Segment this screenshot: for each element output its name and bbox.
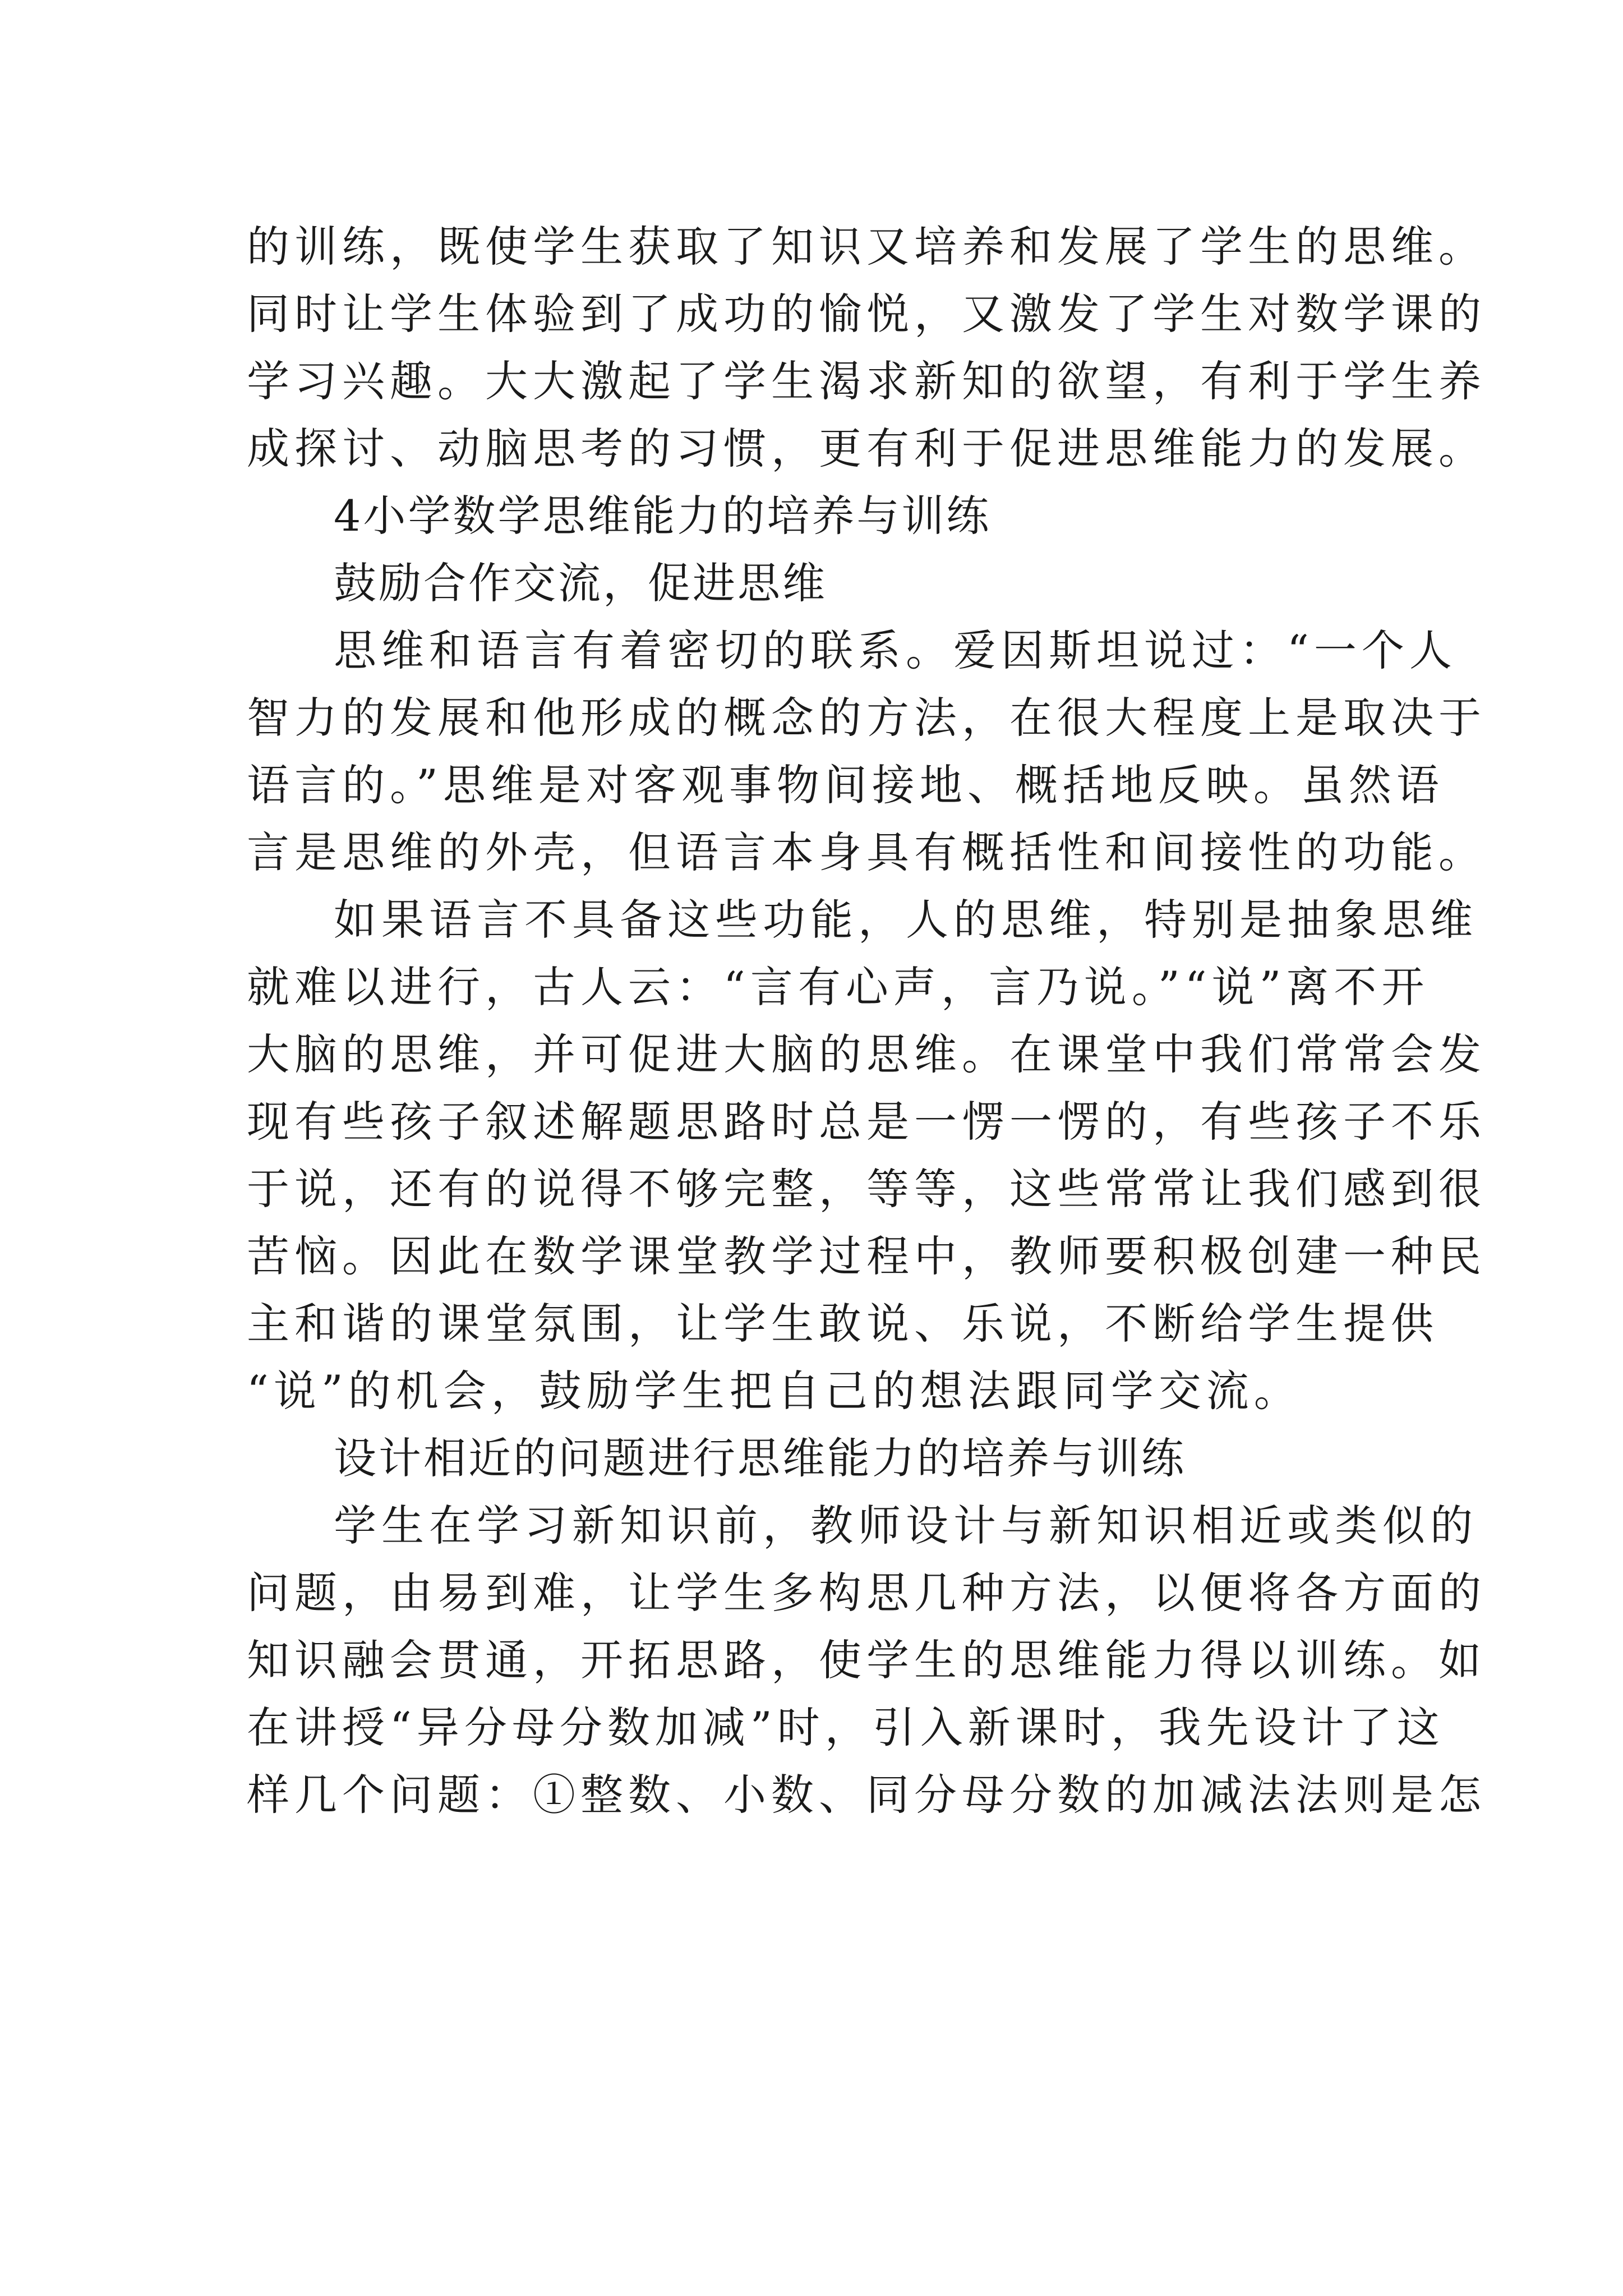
text-line: 于说，还有的说得不够完整，等等，这些常常让我们感到很 xyxy=(247,1164,1486,1214)
text-line: 同时让学生体验到了成功的愉悦，又激发了学生对数学课的 xyxy=(247,289,1486,339)
subsection-heading: 设计相近的问题进行思维能力的培养与训练 xyxy=(334,1433,1186,1483)
text-line: 在讲授“异分母分数加减”时，引入新课时，我先设计了这 xyxy=(247,1703,1445,1752)
text-line: 问题，由易到难，让学生多构思几种方法，以便将各方面的 xyxy=(247,1568,1486,1618)
text-line: 现有些孩子叙述解题思路时总是一愣一愣的，有些孩子不乐 xyxy=(247,1097,1486,1147)
text-line: 学生在学习新知识前，教师设计与新知识相近或类似的 xyxy=(334,1501,1478,1550)
subsection-heading: 鼓励合作交流，促进思维 xyxy=(334,558,827,608)
section-heading: 4小学数学思维能力的培养与训练 xyxy=(334,491,992,541)
text-line: 思维和语言有着密切的联系。爱因斯坦说过：“一个人 xyxy=(334,625,1457,675)
text-line: 知识融会贯通，开拓思路，使学生的思维能力得以训练。如 xyxy=(247,1635,1486,1685)
text-line: 主和谐的课堂氛围，让学生敢说、乐说，不断给学生提供 xyxy=(247,1299,1438,1349)
text-line: 样几个问题：①整数、小数、同分母分数的加减法法则是怎 xyxy=(247,1770,1486,1820)
text-line: 智力的发展和他形成的概念的方法，在很大程度上是取决于 xyxy=(247,693,1486,743)
text-line: 的训练，既使学生获取了知识又培养和发展了学生的思维。 xyxy=(247,222,1486,272)
text-line: 苦恼。因此在数学课堂教学过程中，教师要积极创建一种民 xyxy=(247,1231,1486,1281)
text-line: 成探讨、动脑思考的习惯，更有利于促进思维能力的发展。 xyxy=(247,424,1486,473)
text-line: 就难以进行，古人云：“言有心声，言乃说。”“说”离不开 xyxy=(247,962,1430,1012)
text-line: 如果语言不具备这些功能，人的思维，特别是抽象思维 xyxy=(334,895,1478,945)
text-line: 大脑的思维，并可促进大脑的思维。在课堂中我们常常会发 xyxy=(247,1029,1486,1079)
text-line: “说”的机会，鼓励学生把自己的想法跟同学交流。 xyxy=(247,1366,1302,1416)
text-line: 言是思维的外壳，但语言本身具有概括性和间接性的功能。 xyxy=(247,827,1486,877)
text-line: 学习兴趣。大大激起了学生渴求新知的欲望，有利于学生养 xyxy=(247,356,1486,406)
text-line: 语言的。”思维是对客观事物间接地、概括地反映。虽然语 xyxy=(247,760,1444,810)
